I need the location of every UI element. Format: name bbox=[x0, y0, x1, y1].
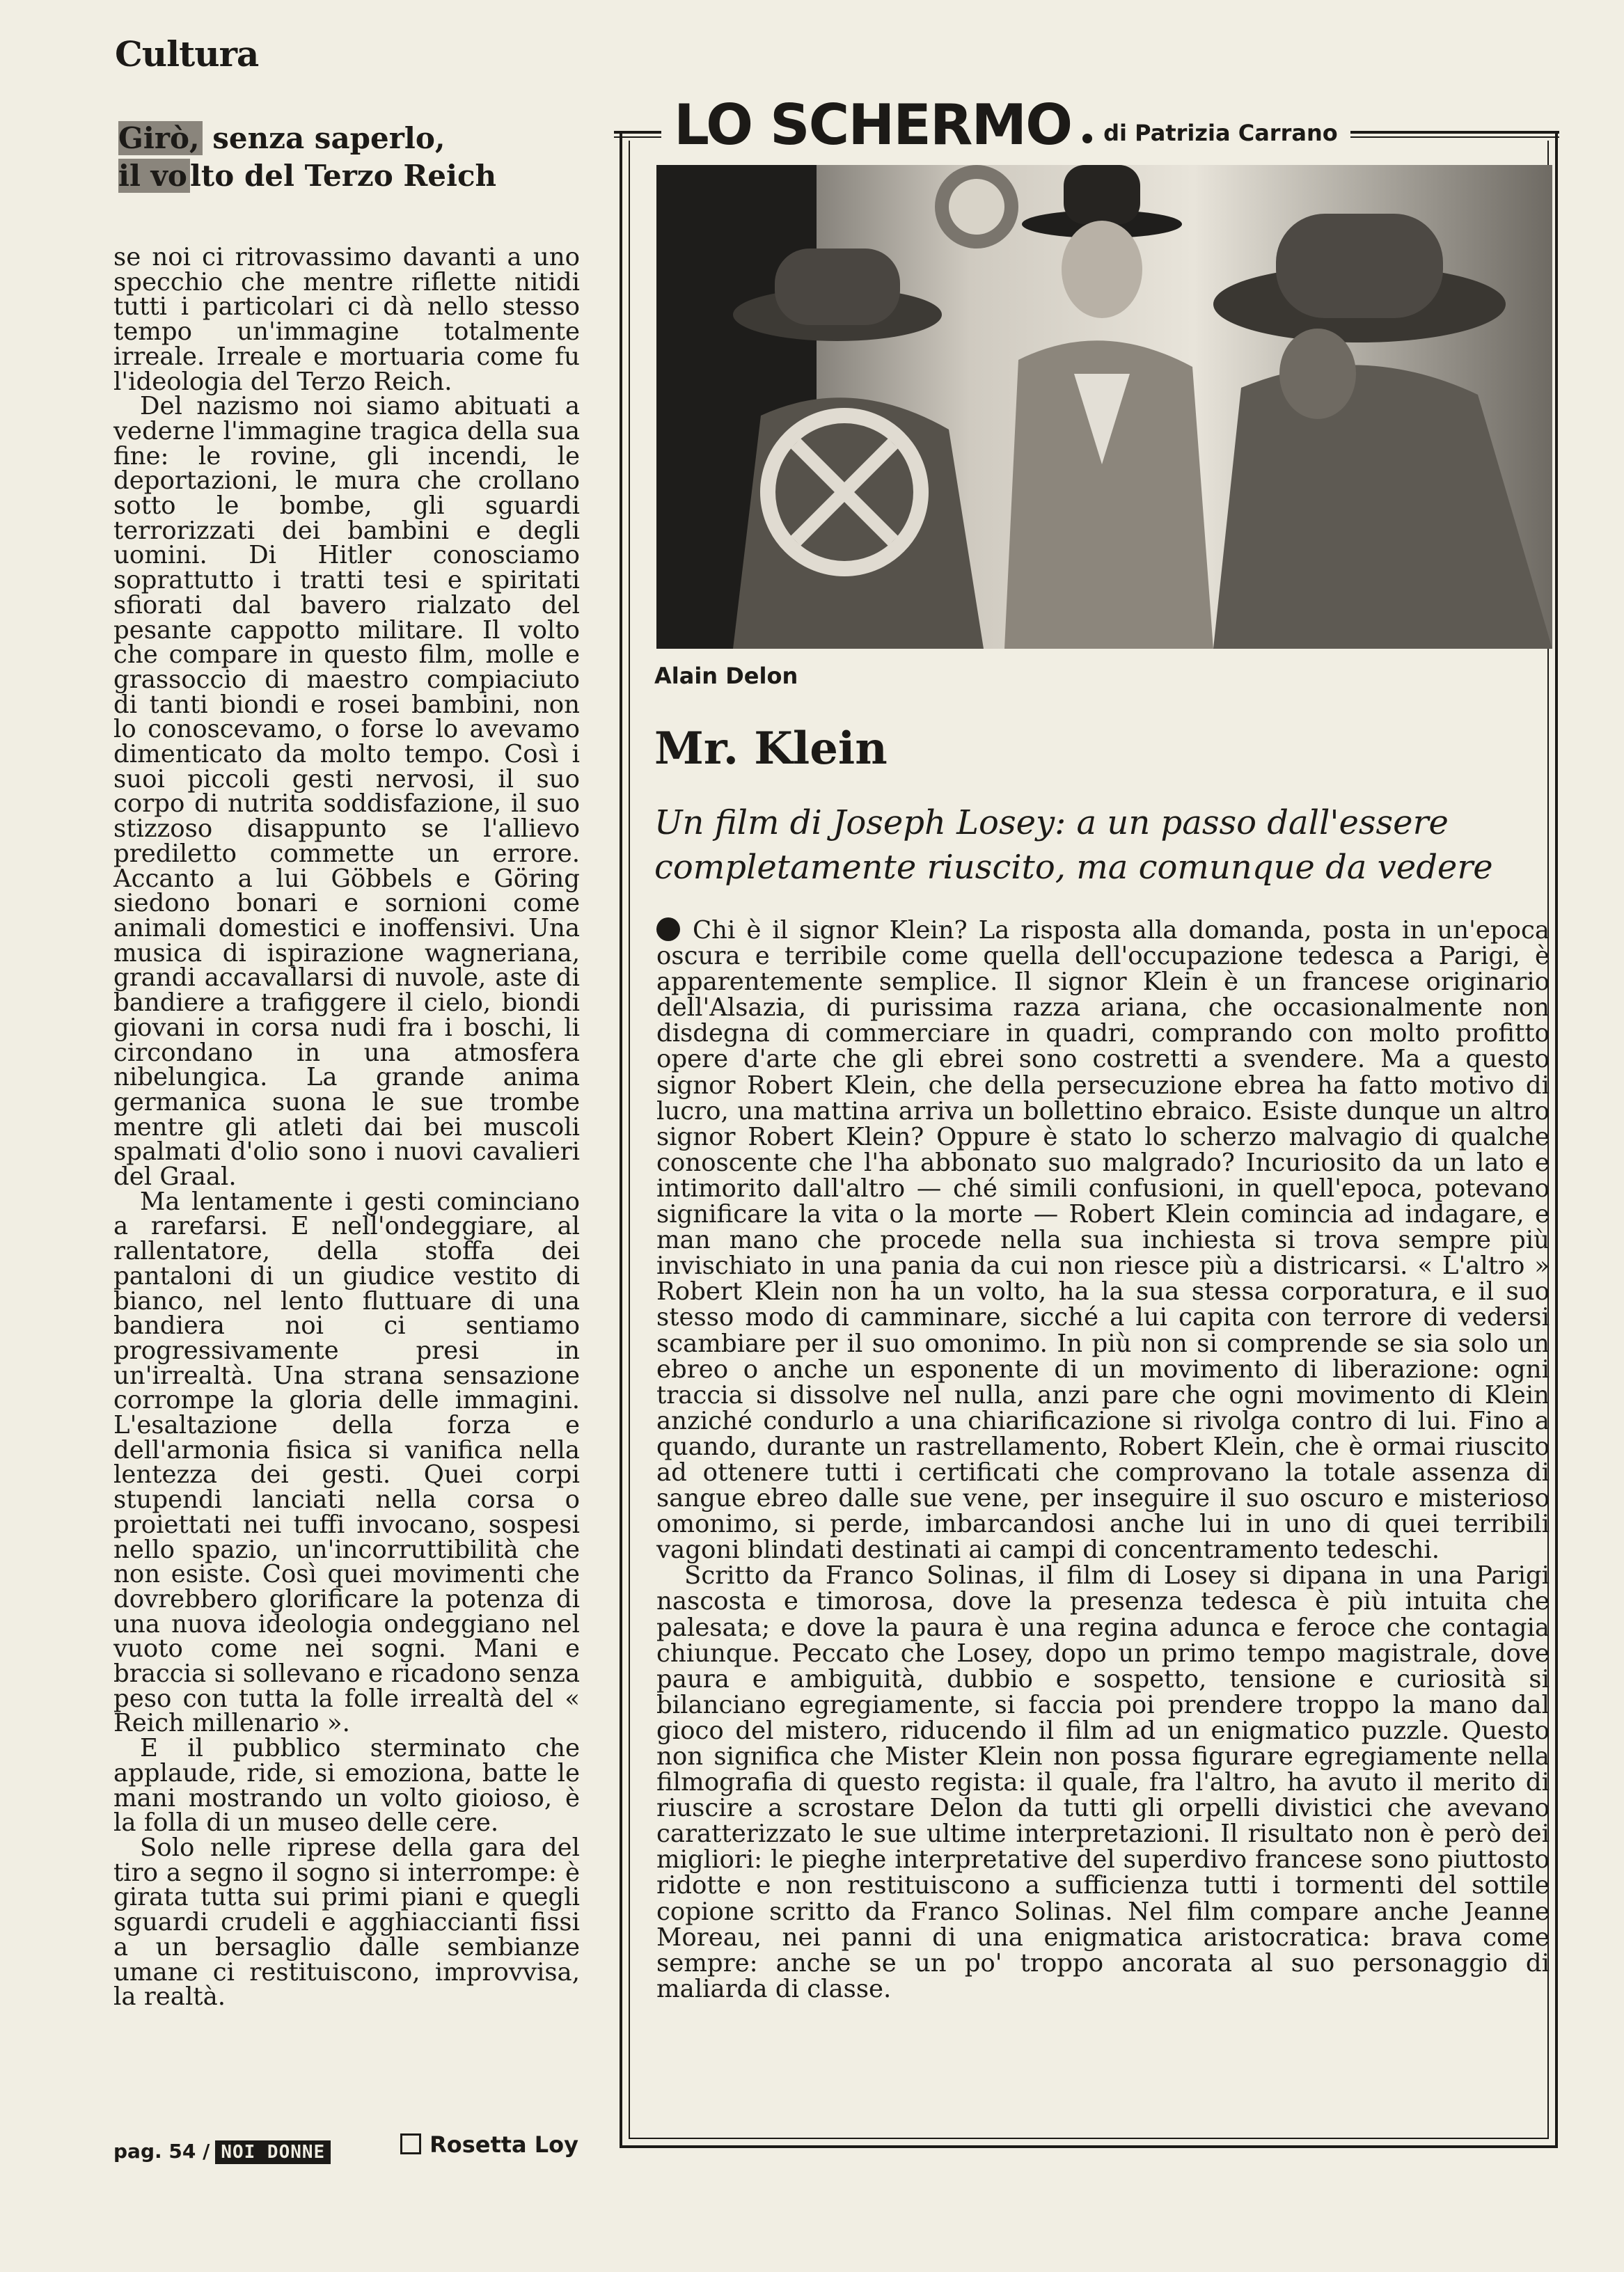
lead-bullet-icon bbox=[656, 917, 680, 941]
section-label: Cultura bbox=[115, 33, 259, 74]
bullet-dot-icon bbox=[1082, 134, 1092, 143]
end-square-icon bbox=[400, 2133, 421, 2154]
review-paragraph: Scritto da Franco Solinas, il film di Losey si dipana in una Parigi nascosta e timorosa, dove la presenza tedesca è più intuita che palesata; e dove la paura è una regina adunca e feroce che contagia chiunque. Peccato che Losey, dopo un primo tempo magistrale, dove paura e ambiguità, dubbio e sospetto, tensione e curiosità si bilanciano egregiamente, si faccia poi prendere troppo la mano dal gioco del mistero, riducendo il film ad un enigmatico puzzle. Questo non significa che Mister Klein non possa figurare egregiamente nella filmografia di questo regista: il quale, fra l'altro, ha avuto il merito di riuscire a scrostare Delon da tutti gli orpelli divistici che avevano caratterizzato le sue ultime interpretazioni. Il risultato non è però dei migliori: le pieghe interpretative del superdivo francese sono piuttosto ridotte e non restituiscono a sufficienza tutti i tormenti del sottile copione scritto da Franco Solinas. Nel film compare anche Jeanne Moreau, nei panni di una enigmatica aristocratica: brava come sempre: anche se un po' troppo ancorata al suo personaggio di maliarda di classe. bbox=[656, 1561, 1550, 2003]
magazine-logo: NOI DONNE bbox=[215, 2140, 331, 2164]
left-paragraph: Ma lentamente i gesti cominciano a rarefarsi. E nell'ondeggiare, al rallentatore, della stoffa dei pantaloni di un giudice vestito di bianco, nel lento fluttuare di una bandiera noi ci sentiamo progressivamente presi in un'irrealtà. Una strana sensazione corrompe la gloria delle immagini. L'esaltazione della forza e dell'armonia fisica si vanifica nella lentezza dei gesti. Quei corpi stupendi lanciati nella corsa o proiettati nei tuffi invocano, sospesi nello spazio, un'incorruttibilità che non esiste. Così quei movimenti che dovrebbero glorificare la potenza di una nuova ideologia ondeggiano nel vuoto come nei sogni. Mani e braccia si sollevano e ricadono senza peso con tutta la folle irrealtà del « Reich millenario ». bbox=[113, 1187, 580, 1738]
page-footer bbox=[113, 2140, 331, 2164]
left-article-byline bbox=[400, 2131, 578, 2158]
film-still-photo bbox=[656, 165, 1552, 649]
left-paragraph: E il pubblico sterminato che applaude, ride, si emoziona, batte le mani mostrando un volto gioioso, è la folla di un museo delle cere. bbox=[113, 1734, 580, 1838]
review-paragraph bbox=[656, 917, 1550, 1563]
film-still-illustration bbox=[656, 165, 1552, 649]
page-number: pag. 54 / bbox=[113, 2140, 210, 2163]
rubric-byline: di Patrizia Carrano bbox=[1103, 120, 1338, 146]
rubric-title: LO SCHERMO bbox=[674, 93, 1072, 157]
subhead-line2-highlight: il vo bbox=[118, 159, 190, 193]
subhead-highlight: Girò, bbox=[118, 121, 203, 155]
left-paragraph: Del nazismo noi siamo abituati a vederne l'immagine tragica della sua fine: le rovine, gli incendi, le deportazioni, le mura che crollano sotto le bombe, gli sguardi terrorizzati dei bambini e degli uomini. Di Hitler conosciamo soprattutto i tratti tesi e spiritati sfiorati dal bavero rialzato del pesante cappotto militare. Il volto che compare in questo film, molle e grassoccio di maestro compiaciuto di tanti biondi e rosei bambini, non lo conoscevamo, o forse lo avevamo dimenticato da molto tempo. Così i suoi piccoli gesti nervosi, il suo corpo di nutrita soddisfazione, il suo stizzoso disappunto se l'allievo prediletto commette un errore. Accanto a lui Göbbels e Göring siedono bonari e sornioni come animali domestici e inoffensivi. Una musica di ispirazione wagneriana, grandi accavallarsi di nuvole, aste di bandiere a trafiggere il cielo, biondi giovani in corsa nudi fra i boschi, li circondano in una atmosfera nibelungica. La grande anima germanica suona le sue trombe mentre gli atleti dai bei muscoli spalmati d'olio sono i nuovi cavalieri del Graal. bbox=[113, 392, 580, 1192]
review-standfirst: Un film di Joseph Losey: a un passo dall'essere completamente riuscito, ma comunque da vedere bbox=[654, 803, 1493, 887]
left-paragraph: Solo nelle riprese della gara del tiro a segno il sogno si interrompe: è girata tutta sui primi piani e quegli sguardi crudeli e agghiaccianti fissi a un bersaglio dalle sembianze umane ci restituiscono, improvvisa, la realtà. bbox=[113, 1833, 580, 2012]
left-paragraph: se noi ci ritrovassimo davanti a uno specchio che mentre riflette nitidi tutti i particolari ci dà nello stesso tempo un'immagine totalmente irreale. Irreale e mortuaria come fu l'ideologia del Terzo Reich. bbox=[113, 243, 580, 396]
review-body bbox=[656, 917, 1550, 2002]
review-paragraph-text: Chi è il signor Klein? La risposta alla domanda, posta in un'epoca oscura e terribile come quella dell'occupazione tedesca a Parigi, è apparentemente semplice. Il signor Klein è un francese originario dell'Alsazia, di purissima razza ariana, che occasionalmente non disdegna di commerciare in quadri, comprando con molto profitto opere d'arte che gli ebrei sono costretti a svendere. Ma a questo signor Robert Klein, che della persecuzione ebrea ha fatto motivo di lucro, una mattina arriva un bollettino ebraico. Esiste dunque un altro signor Robert Klein? Oppure è stato lo scherzo malvagio di qualche conoscente che l'ha abbonato suo malgrado? Incuriosito da un lato e intimorito dall'altro — ché simili confusioni, in quell'epoca, potevano significare la vita o la morte — Robert Klein comincia ad indagare, e man mano che procede nella sua inchiesta si trova sempre più invischiato in una pania da cui non riesce più a districarsi. « L'altro » Robert Klein non ha un volto, ha la sua stessa corporatura, e il suo stesso modo di camminare, sicché a lui capita con terrore di vedersi scambiare per il suo omonimo. In più non si comprende se sia solo un ebreo o anche un esponente di un movimento di liberazione: ogni traccia si dissolve nel nulla, anzi pare che ogni movimento di Klein anziché condurlo a una chiarificazione si rivolga contro di lui. Fino a quando, durante un rastrellamento, Robert Klein, che è ormai riuscito ad ottenere tutti i certificati che comprovano la totale assenza di sangue ebreo dalle sue vene, per inseguire il suo oscuro e misterioso omonimo, si perde, imbarcandosi anche lui in uno di quei terribili vagoni blindati destinati ai campi di concentramento tedeschi. bbox=[656, 916, 1550, 1565]
author-name: Rosetta Loy bbox=[429, 2131, 578, 2158]
subhead-line2-rest: lto del Terzo Reich bbox=[189, 159, 497, 193]
subhead-rest: senza saperlo, bbox=[212, 121, 446, 155]
rubric-header bbox=[661, 84, 1350, 157]
review-title: Mr. Klein bbox=[654, 723, 888, 775]
photo-caption: Alain Delon bbox=[654, 663, 798, 689]
left-article-body bbox=[113, 245, 580, 2010]
left-article-subhead bbox=[118, 120, 508, 195]
